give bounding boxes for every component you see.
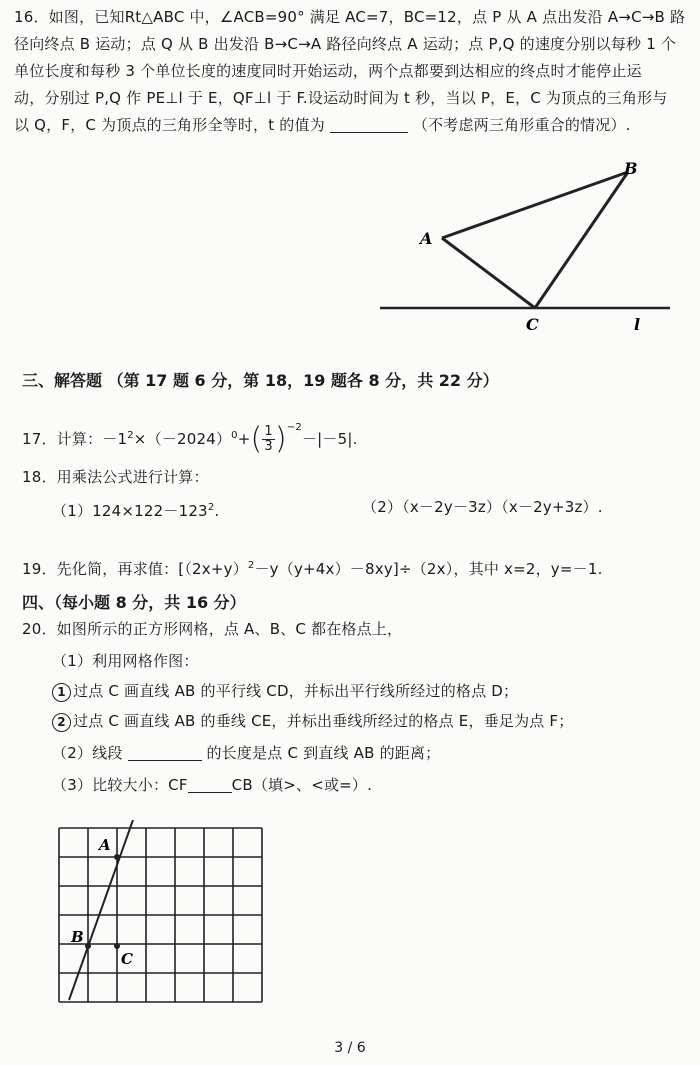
label-c: C [526, 315, 539, 334]
q16-line-2: 径向终点 B 运动；点 Q 从 B 出发沿 B→C→A 路径向终点 A 运动；点 P,Q 的速度分别以每秒 1 个 [14, 35, 677, 53]
question-20-part-1: （1）利用网格作图： [52, 652, 199, 670]
point-c [114, 943, 120, 949]
q16-line-1: 16．如图，已知Rt△ABC 中，∠ACB=90° 满足 AC=7，BC=12，点 P 从 A 点出发沿 A→C→B 路 [14, 8, 686, 26]
circled-number-1: 1 [52, 683, 71, 702]
grid-lines [59, 828, 262, 1002]
grid-label-b: B [71, 928, 84, 946]
q16-answer-blank[interactable] [330, 116, 408, 133]
point-b [85, 943, 91, 949]
question-20-part-3: （3）比较大小：CF CB（填>、<或=）. [52, 776, 373, 794]
q16-line-3: 单位长度和每秒 3 个单位长度的速度同时开始运动，两个点都要到达相应的终点时才能停止运 [14, 62, 642, 80]
section-3-title: 三、解答题 （第 17 题 6 分，第 18，19 题各 8 分，共 22 分） [22, 371, 499, 390]
q20-square-grid [55, 820, 285, 1010]
q16-line-5: 以 Q，F，C 为顶点的三角形全等时，t 的值为 （不考虑两三角形重合的情况）. [14, 116, 631, 134]
segment-ab [442, 172, 628, 238]
section-4-title: 四、（每小题 8 分，共 16 分） [22, 593, 246, 612]
grid-label-c: C [121, 950, 133, 968]
q20-compare-blank[interactable] [188, 776, 232, 793]
segment-ac [442, 238, 535, 308]
grid-label-a: A [99, 836, 111, 854]
question-20-stem: 20．如图所示的正方形网格，点 A、B、C 都在格点上， [22, 620, 403, 638]
question-18-part-2: （2）（x－2y－3z）（x－2y+3z）. [362, 498, 603, 516]
question-19: 19．先化简，再求值：$[(2x+y)^2-y(y+4x)-8xy]\div(2x)$，其中 x=2，y=－1. [22, 560, 603, 578]
question-18-stem: 18．用乘法公式进行计算： [22, 468, 209, 486]
question-20-step-1: 1 过点 C 画直线 AB 的平行线 CD，并标出平行线所经过的格点 D； [52, 678, 518, 705]
label-l: l [634, 315, 641, 334]
q20-segment-blank[interactable] [128, 744, 202, 761]
label-a: A [420, 229, 433, 248]
fraction-one-third: $\frac{1}{3}$ [264, 424, 273, 454]
q16-line-4: 动，分别过 P,Q 作 PE⊥l 于 E，QF⊥l 于 F.设运动时间为 t 秒，当以 P，E，C 为顶点的三角形与 [14, 89, 668, 107]
point-a [114, 854, 120, 860]
label-b: B [624, 159, 638, 178]
question-18-part-1: $(1)124\times 122-123^2$. [52, 502, 220, 520]
question-20-part-2: （2）线段 的长度是点 C 到直线 AB 的距离； [52, 744, 441, 762]
question-16 [14, 4, 690, 139]
q16-triangle-figure [370, 150, 690, 345]
question-17: 17．计算：$-1^2\times(-2024)^0+$( $\frac{1}{3}$ )$^{-2}$－|－5|. [22, 421, 358, 457]
question-20-step-2: 2 过点 C 画直线 AB 的垂线 CE，并标出垂线所经过的格点 E，垂足为点 F； [52, 708, 573, 735]
segment-bc [535, 172, 628, 308]
page-number: 3 / 6 [334, 1040, 366, 1056]
circled-number-2: 2 [52, 713, 71, 732]
